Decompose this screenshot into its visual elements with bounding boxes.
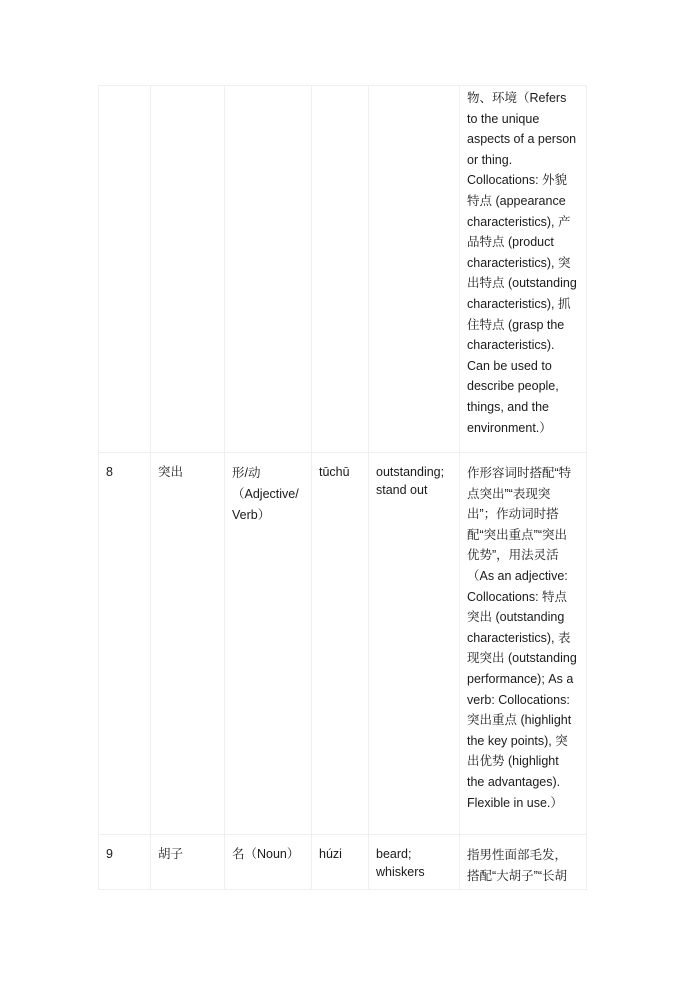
- table-row-continued: [99, 86, 587, 453]
- cell-word: 突出: [151, 453, 225, 835]
- table-row: [99, 835, 587, 890]
- cell-index: [99, 86, 151, 453]
- cell-pinyin: húzi: [312, 835, 369, 890]
- cell-pinyin: tūchū: [312, 453, 369, 835]
- cell-index: 9: [99, 835, 151, 890]
- cell-word: [151, 86, 225, 453]
- cell-pos: 形/动（Adjective/Verb）: [225, 453, 312, 835]
- cell-english: outstanding; stand out: [369, 453, 460, 835]
- cell-pinyin: [312, 86, 369, 453]
- cell-english: [369, 86, 460, 453]
- cell-english: beard; whiskers: [369, 835, 460, 890]
- cell-usage: 指男性面部毛发，搭配“大胡子”“长胡: [460, 835, 587, 890]
- vocabulary-table: [98, 85, 587, 890]
- cell-usage: 作形容词时搭配“特点突出”“表现突出”；作动词时搭配“突出重点”“突出优势”，用法灵活（As an adjective: Collocations: 特点突出 (outstanding characteristics), 表现突出 (outstanding performance); As a verb: Collocations: 突出重点 (highlight the key points), 突出优势 (highlight the advantages). Flexible in use.）: [460, 453, 587, 835]
- cell-usage: 物、环境（Refers to the unique aspects of a person or thing. Collocations: 外貌特点 (appearance characteristics), 产品特点 (product characteristics), 突出特点 (outstanding characteristics), 抓住特点 (grasp the characteristics). Can be used to describe people, things, and the environment.）: [460, 86, 587, 453]
- cell-index: 8: [99, 453, 151, 835]
- cell-pos: [225, 86, 312, 453]
- table-row: [99, 453, 587, 835]
- cell-word: 胡子: [151, 835, 225, 890]
- cell-pos: 名（Noun）: [225, 835, 312, 890]
